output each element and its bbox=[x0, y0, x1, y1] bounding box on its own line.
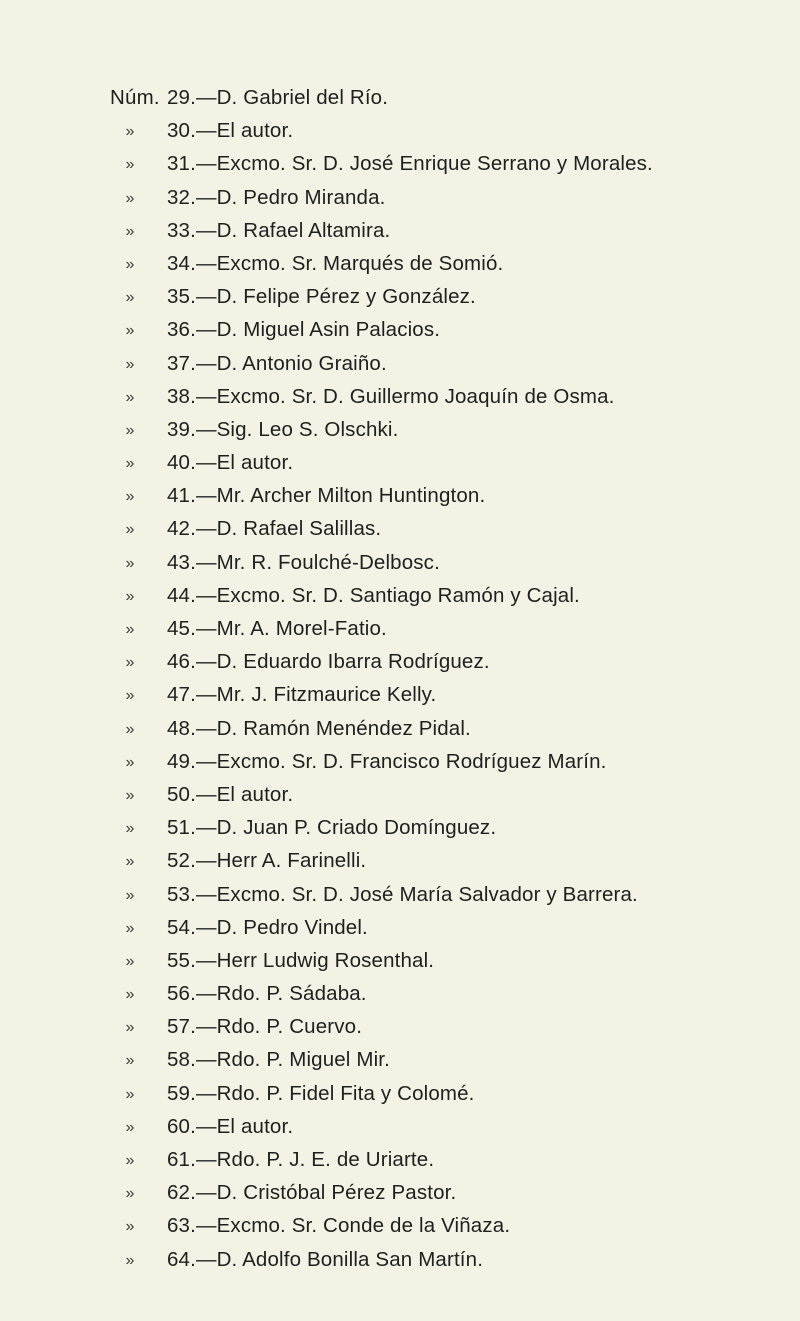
entry-text: 36.—D. Miguel Asin Palacios. bbox=[167, 318, 441, 342]
entry-text: 64.—D. Adolfo Bonilla San Martín. bbox=[167, 1247, 484, 1271]
list-item bbox=[0, 517, 800, 550]
entry-text: 61.—Rdo. P. J. E. de Uriarte. bbox=[167, 1148, 435, 1171]
ditto-mark: » bbox=[125, 123, 135, 141]
ditto-mark: » bbox=[125, 786, 135, 804]
entry-text: 38.—Excmo. Sr. D. Guillermo Joaquín de Osma. bbox=[167, 384, 615, 408]
list-item bbox=[0, 683, 800, 716]
entry-text: 50.—El autor. bbox=[167, 782, 294, 806]
list-item bbox=[0, 252, 800, 285]
entry-text: 48.—D. Ramón Menéndez Pidal. bbox=[167, 716, 471, 740]
entry-text: 33.—D. Rafael Altamira. bbox=[167, 218, 391, 242]
ditto-mark: » bbox=[125, 1218, 135, 1236]
entry-text: 55.—Herr Ludwig Rosenthal. bbox=[167, 948, 435, 972]
list-item bbox=[0, 1082, 800, 1115]
entry-text: 51.—D. Juan P. Criado Domínguez. bbox=[167, 816, 497, 840]
ditto-mark: » bbox=[125, 919, 135, 937]
entry-text: 60.—El autor. bbox=[167, 1114, 294, 1138]
list-item bbox=[0, 352, 800, 385]
list-item bbox=[0, 219, 800, 252]
ditto-mark: » bbox=[125, 521, 135, 539]
list-item bbox=[0, 916, 800, 949]
entry-text: 42.—D. Rafael Salillas. bbox=[167, 517, 382, 541]
list-item bbox=[0, 1115, 800, 1148]
entry-text: 40.—El autor. bbox=[167, 451, 294, 475]
entry-text: 52.—Herr A. Farinelli. bbox=[167, 849, 367, 873]
entry-text: 49.—Excmo. Sr. D. Francisco Rodríguez Marín. bbox=[167, 749, 607, 773]
entry-text: 41.—Mr. Archer Milton Huntington. bbox=[167, 484, 486, 508]
list-item bbox=[0, 451, 800, 484]
list-item bbox=[0, 717, 800, 750]
list-item bbox=[0, 152, 800, 185]
list-item bbox=[0, 1214, 800, 1247]
list-item bbox=[0, 783, 800, 816]
list-item bbox=[0, 1015, 800, 1048]
ditto-mark: » bbox=[125, 156, 135, 174]
ditto-mark: » bbox=[125, 1118, 135, 1136]
list-item bbox=[0, 186, 800, 219]
subscriber-list bbox=[0, 86, 800, 1281]
entry-text: 31.—Excmo. Sr. D. José Enrique Serrano y Morales. bbox=[167, 152, 653, 176]
entry-text: 29.—D. Gabriel del Río. bbox=[167, 86, 389, 109]
entry-text: 34.—Excmo. Sr. Marqués de Somió. bbox=[167, 251, 504, 275]
ditto-mark: » bbox=[125, 322, 135, 340]
entry-text: 37.—D. Antonio Graiño. bbox=[167, 351, 387, 375]
entry-text: 32.—D. Pedro Miranda. bbox=[167, 185, 386, 209]
entry-text: 58.—Rdo. P. Miguel Mir. bbox=[167, 1048, 390, 1072]
entry-text: 46.—D. Eduardo Ibarra Rodríguez. bbox=[167, 650, 490, 674]
ditto-mark: » bbox=[125, 1052, 135, 1070]
list-item bbox=[0, 816, 800, 849]
entry-text: 63.—Excmo. Sr. Conde de la Viñaza. bbox=[167, 1214, 511, 1238]
list-item bbox=[0, 849, 800, 882]
ditto-mark: » bbox=[125, 886, 135, 904]
list-item bbox=[0, 551, 800, 584]
ditto-mark: » bbox=[125, 488, 135, 506]
ditto-mark: » bbox=[125, 421, 135, 439]
list-item bbox=[0, 949, 800, 982]
entry-text: 45.—Mr. A. Morel-Fatio. bbox=[167, 617, 387, 640]
ditto-mark: » bbox=[125, 1185, 135, 1203]
list-item bbox=[0, 418, 800, 451]
entry-text: 59.—Rdo. P. Fidel Fita y Colomé. bbox=[167, 1081, 475, 1105]
list-item bbox=[0, 86, 800, 119]
entry-text: 43.—Mr. R. Foulché-Delbosc. bbox=[167, 550, 440, 574]
ditto-mark: » bbox=[125, 853, 135, 871]
entry-text: 39.—Sig. Leo S. Olschki. bbox=[167, 417, 399, 441]
list-item bbox=[0, 883, 800, 916]
ditto-mark: » bbox=[125, 621, 135, 638]
list-item bbox=[0, 385, 800, 418]
entry-prefix: Núm. bbox=[110, 86, 160, 109]
ditto-mark: » bbox=[125, 289, 135, 307]
entry-text: 44.—Excmo. Sr. D. Santiago Ramón y Cajal. bbox=[167, 583, 580, 607]
entry-text: 54.—D. Pedro Vindel. bbox=[167, 915, 368, 939]
list-item bbox=[0, 1248, 800, 1281]
list-item bbox=[0, 982, 800, 1015]
list-item bbox=[0, 1181, 800, 1214]
list-item bbox=[0, 119, 800, 152]
list-item bbox=[0, 650, 800, 683]
ditto-mark: » bbox=[125, 1152, 135, 1169]
ditto-mark: » bbox=[125, 587, 135, 605]
ditto-mark: » bbox=[125, 654, 135, 672]
ditto-mark: » bbox=[125, 388, 135, 406]
ditto-mark: » bbox=[125, 952, 135, 970]
entry-text: 35.—D. Felipe Pérez y González. bbox=[167, 285, 476, 309]
ditto-mark: » bbox=[125, 355, 135, 373]
entry-text: 53.—Excmo. Sr. D. José María Salvador y Barrera. bbox=[167, 882, 638, 906]
list-item bbox=[0, 285, 800, 318]
list-item bbox=[0, 584, 800, 617]
ditto-mark: » bbox=[125, 753, 135, 771]
ditto-mark: » bbox=[125, 222, 135, 240]
entry-text: 57.—Rdo. P. Cuervo. bbox=[167, 1015, 363, 1039]
ditto-mark: » bbox=[125, 1251, 135, 1269]
ditto-mark: » bbox=[125, 455, 135, 473]
ditto-mark: » bbox=[125, 189, 135, 207]
entry-text: 47.—Mr. J. Fitzmaurice Kelly. bbox=[167, 683, 437, 707]
ditto-mark: » bbox=[125, 1019, 135, 1037]
ditto-mark: » bbox=[125, 720, 135, 738]
ditto-mark: » bbox=[125, 1085, 135, 1103]
entry-text: 62.—D. Cristóbal Pérez Pastor. bbox=[167, 1181, 457, 1205]
list-item bbox=[0, 750, 800, 783]
list-item bbox=[0, 1148, 800, 1181]
list-item bbox=[0, 484, 800, 517]
ditto-mark: » bbox=[125, 687, 135, 705]
entry-text: 56.—Rdo. P. Sádaba. bbox=[167, 982, 367, 1006]
list-item bbox=[0, 617, 800, 650]
ditto-mark: » bbox=[125, 554, 135, 572]
list-item bbox=[0, 1048, 800, 1081]
ditto-mark: » bbox=[125, 255, 135, 273]
entry-text: 30.—El autor. bbox=[167, 119, 294, 143]
ditto-mark: » bbox=[125, 986, 135, 1004]
ditto-mark: » bbox=[125, 820, 135, 838]
list-item bbox=[0, 318, 800, 351]
